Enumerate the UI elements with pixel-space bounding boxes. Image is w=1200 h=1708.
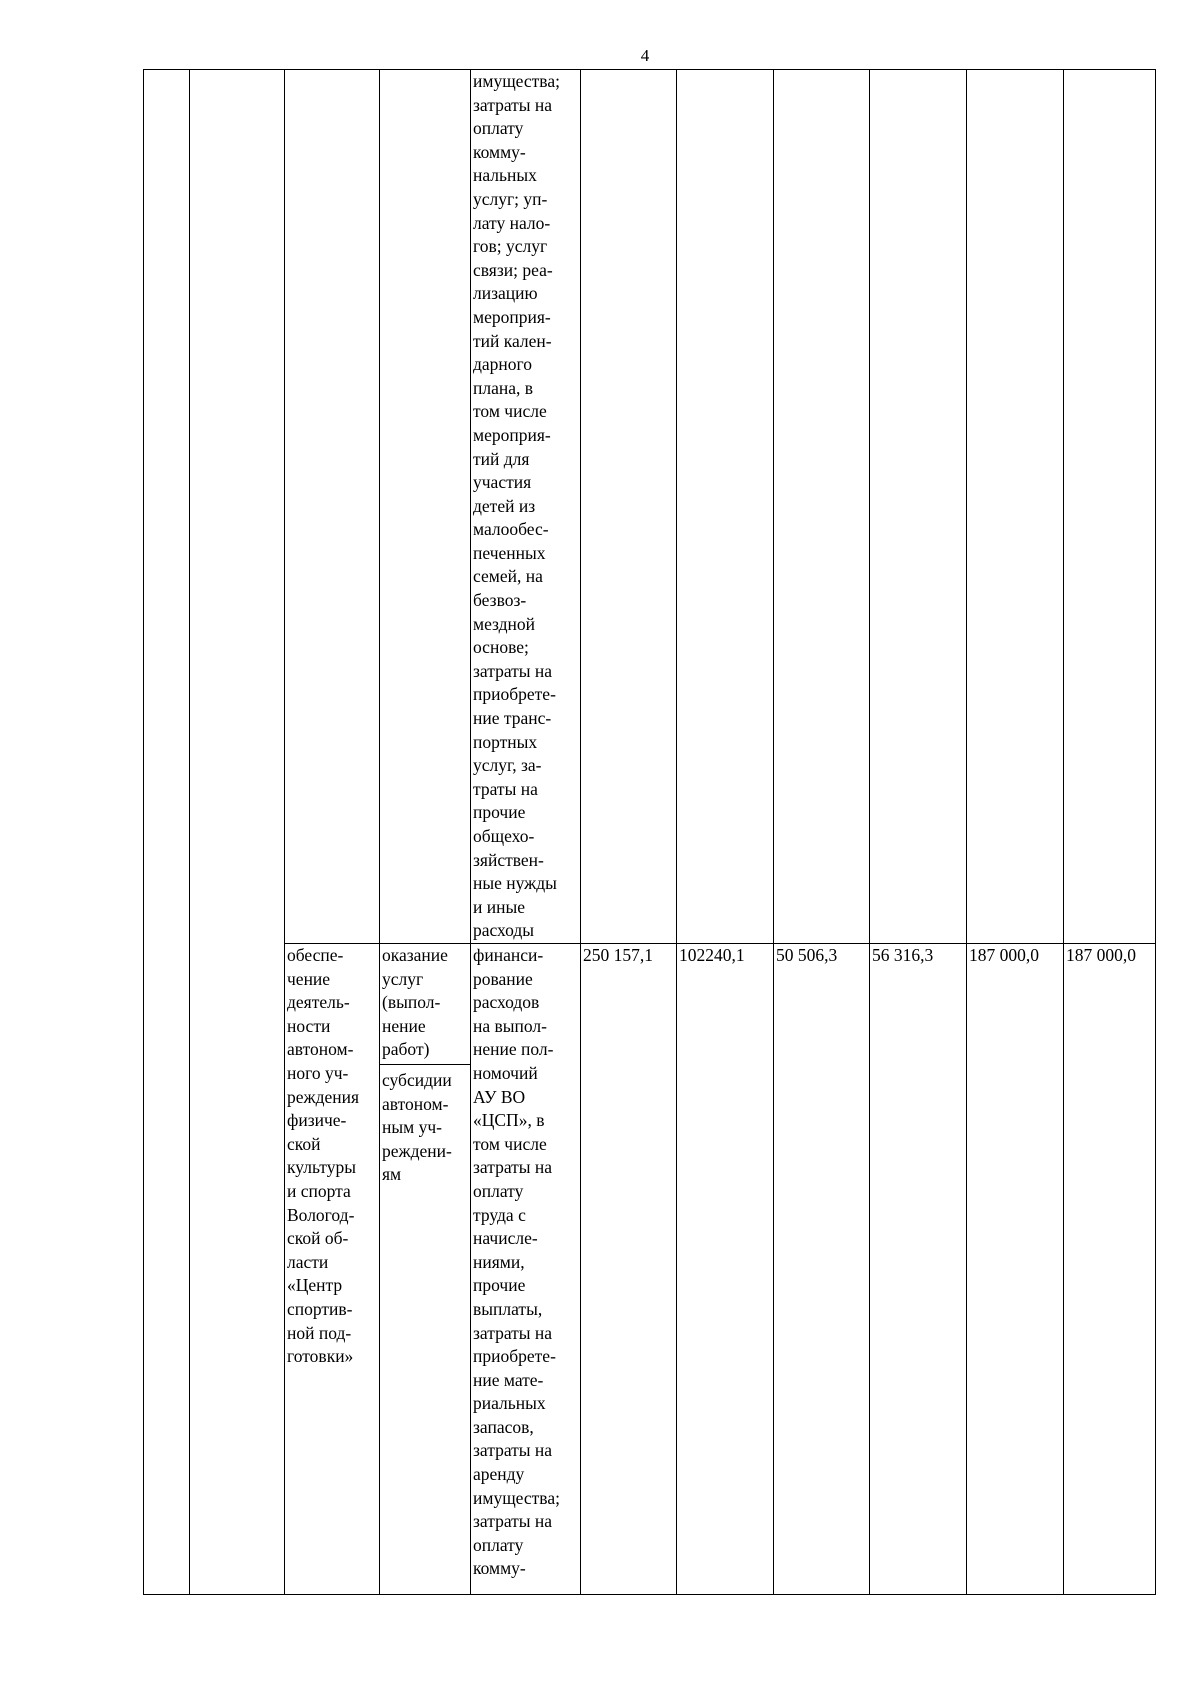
value-cell: [870, 70, 967, 944]
value-cell: 102240,1: [677, 944, 774, 1595]
subsidy-subcell: субсидии автоном- ным уч- реждени- ям: [380, 1064, 470, 1187]
number-cell: [144, 70, 190, 1595]
program-cell: [190, 70, 285, 1595]
description-cell: финанси- рование расходов на выпол- нение пол- номочий АУ ВО «ЦСП», в том числе затраты на оплату труда с начисле- ниями, прочие выплаты, затраты на приобрете- ние мате- риальных запасов, затраты на аренду имущества; затраты на оплату комму-: [471, 944, 581, 1595]
budget-table: [143, 69, 1156, 1595]
value-cell: [677, 70, 774, 944]
value-cell: [774, 70, 870, 944]
value-cell: 50 506,3: [774, 944, 870, 1595]
service-cell: [380, 70, 471, 944]
activity-cell: обеспе- чение деятель- ности автоном- ного уч- реждения физиче- ской культуры и спорта Вологод- ской об- ласти «Центр спортив- ной под- готовки»: [285, 944, 380, 1595]
value-cell: [967, 70, 1064, 944]
value-cell: [581, 70, 677, 944]
service-cell: оказание услуг (выпол- нение работ) субсидии автоном- ным уч- реждени- ям: [380, 944, 471, 1595]
value-cell: 56 316,3: [870, 944, 967, 1595]
table-row: [144, 70, 1156, 944]
table-row: [144, 944, 1156, 1595]
activity-cell: [285, 70, 380, 944]
value-cell: 187 000,0: [1064, 944, 1156, 1595]
description-cell: имущества; затраты на оплату комму- нальных услуг; уп- лату нало- гов; услуг связи; реа- лизацию мероприя- тий кален- дарного плана, в том числе мероприя- тий для участия детей из малообес- печенных семей, на безвоз- мездной основе; затраты на приобрете- ние транс- портных услуг, за- траты на прочие общехо- зяйствен- ные нужды и иные расходы: [471, 70, 581, 944]
value-cell: 250 157,1: [581, 944, 677, 1595]
value-cell: 187 000,0: [967, 944, 1064, 1595]
page-number: 4: [640, 46, 650, 65]
value-cell: [1064, 70, 1156, 944]
